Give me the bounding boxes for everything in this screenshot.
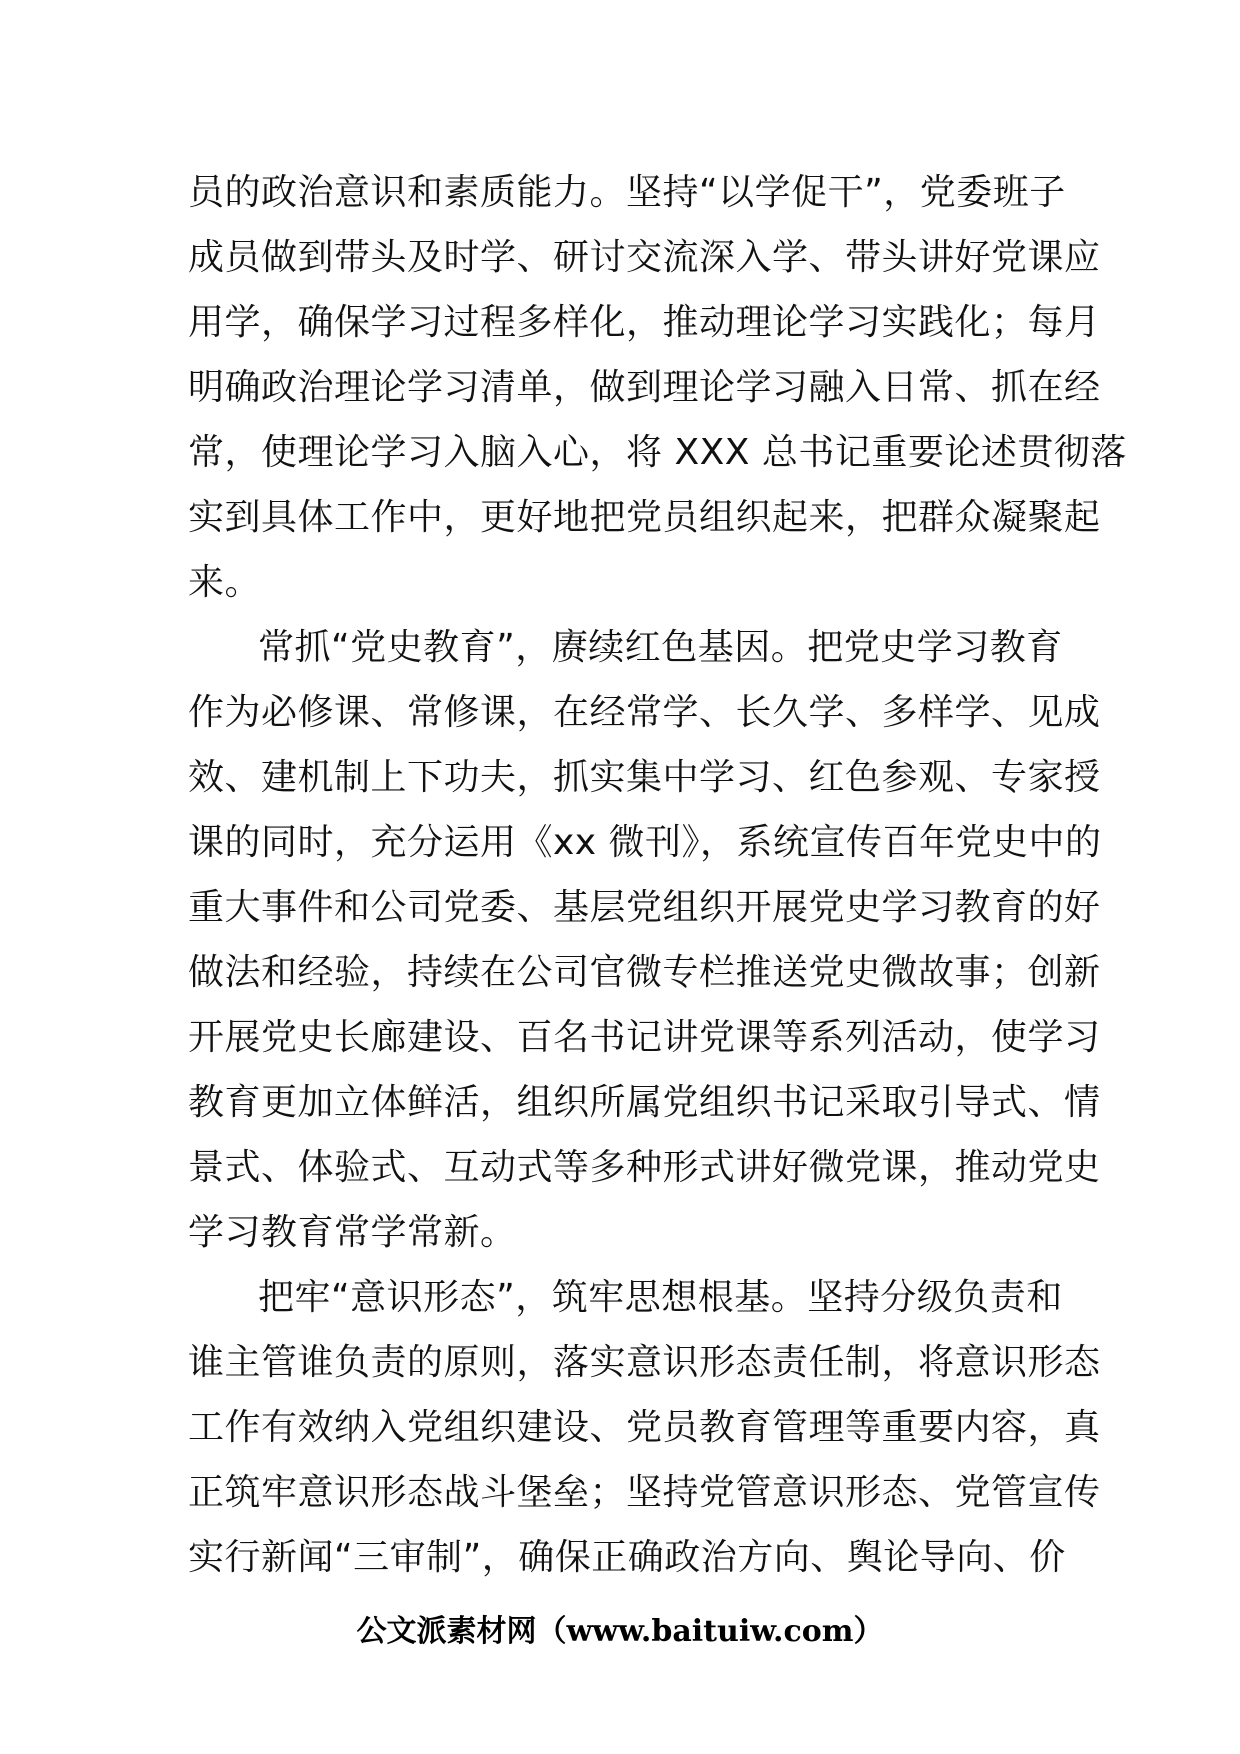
text-line: 效、建机制上下功夫，抓实集中学习、红色参观、专家授 bbox=[188, 757, 1101, 798]
text-line: 实到具体工作中，更好地把党员组织起来，把群众凝聚起 bbox=[188, 497, 1101, 538]
paragraph-start-line: 把牢“意识形态”，筑牢思想根基。坚持分级负责和 bbox=[258, 1277, 1063, 1318]
text-line: 谁主管谁负责的原则，落实意识形态责任制，将意识形态 bbox=[188, 1342, 1101, 1383]
text-line: 做法和经验，持续在公司官微专栏推送党史微故事；创新 bbox=[188, 952, 1101, 993]
text-line: 明确政治理论学习清单，做到理论学习融入日常、抓在经 bbox=[188, 367, 1101, 408]
text-line: 作为必修课、常修课，在经常学、长久学、多样学、见成 bbox=[188, 692, 1101, 733]
text-line: 用学，确保学习过程多样化，推动理论学习实践化；每月 bbox=[188, 302, 1101, 343]
page-footer: 公文派素材网（www.baituiw.com） bbox=[356, 1614, 884, 1649]
text-line: 课的同时，充分运用《xx 微刊》，系统宣传百年党史中的 bbox=[188, 822, 1102, 863]
text-line: 来。 bbox=[188, 562, 262, 603]
text-line: 开展党史长廊建设、百名书记讲党课等系列活动，使学习 bbox=[188, 1017, 1101, 1058]
text-line: 重大事件和公司党委、基层党组织开展党史学习教育的好 bbox=[188, 887, 1101, 928]
document-body bbox=[188, 160, 1127, 1590]
text-line: 员的政治意识和素质能力。坚持“以学促干”，党委班子 bbox=[188, 172, 1066, 213]
text-line: 成员做到带头及时学、研讨交流深入学、带头讲好党课应 bbox=[188, 237, 1101, 278]
text-line: 实行新闻“三审制”，确保正确政治方向、舆论导向、价 bbox=[188, 1537, 1066, 1578]
text-line: 工作有效纳入党组织建设、党员教育管理等重要内容，真 bbox=[188, 1407, 1101, 1448]
text-line: 景式、体验式、互动式等多种形式讲好微党课，推动党史 bbox=[188, 1147, 1101, 1188]
text-line: 常，使理论学习入脑入心，将 XXX 总书记重要论述贯彻落 bbox=[188, 432, 1127, 473]
text-line: 教育更加立体鲜活，组织所属党组织书记采取引导式、情 bbox=[188, 1082, 1101, 1123]
paragraph-start-line: 常抓“党史教育”，赓续红色基因。把党史学习教育 bbox=[258, 627, 1063, 668]
text-line: 正筑牢意识形态战斗堡垒；坚持党管意识形态、党管宣传 bbox=[188, 1472, 1101, 1513]
text-line: 学习教育常学常新。 bbox=[188, 1212, 517, 1253]
